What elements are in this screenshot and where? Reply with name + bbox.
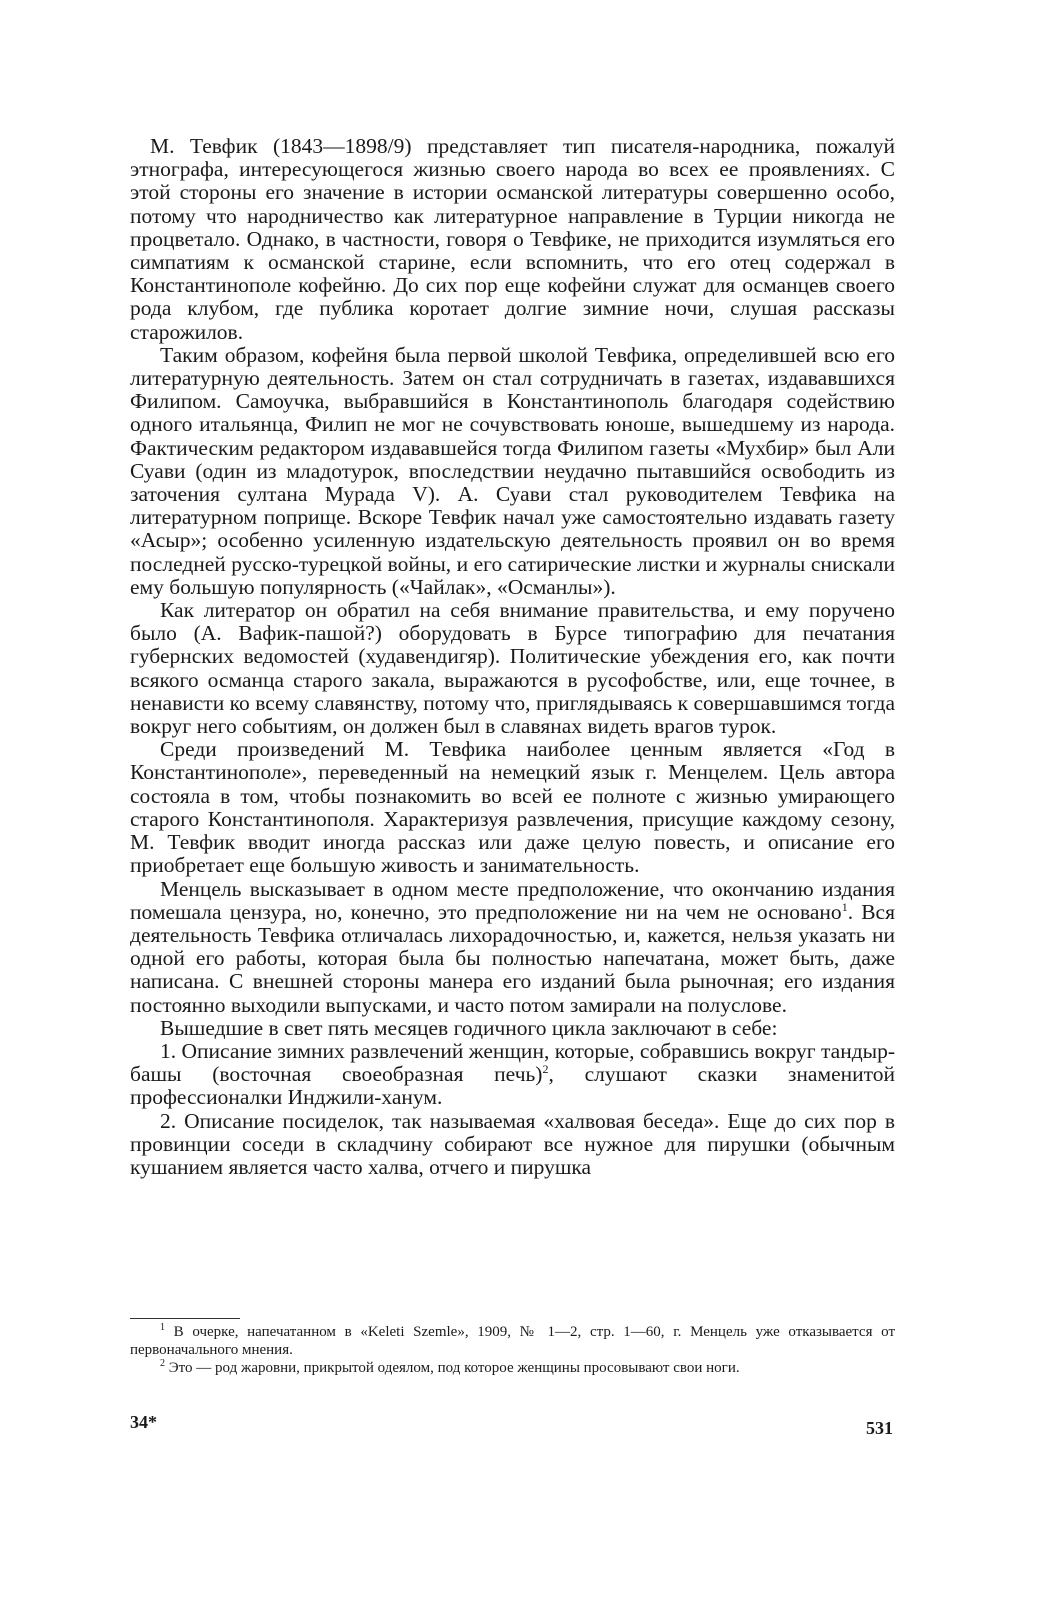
footnote-1 (130, 1323, 895, 1359)
footnote-2-mark: 2 (160, 1358, 165, 1369)
footnote-1-text: В очерке, напечатанном в «Keleti Szemle», 1909, № 1—2, стр. 1—60, г. Менцель уже отказывается от первоначального мнения. (130, 1324, 895, 1358)
footnote-divider (130, 1318, 240, 1319)
paragraph-1: М. Тевфик (1843—1898/9) представляет тип писателя-народника, пожалуй этнографа, интересующегося жизнью своего народа во всех ее проявлениях. С этой стороны его значение в истории османской литературы совершенно особо, потому что народничество как литературное направление в Турции никогда не процветало. Однако, в частности, говоря о Тевфике, не приходится изумляться его симпатиям к османской старине, если вспомнить, что его отец содержал в Константинополе кофейню. До сих пор еще кофейни служат для османцев своего рода клубом, где публика коротает долгие зимние ночи, слушая рассказы старожилов. (130, 134, 895, 344)
main-text (130, 135, 895, 1179)
list-item-1 (130, 1040, 895, 1110)
footnote-ref-1: 1 (841, 899, 848, 914)
paragraph-5-text-a: Менцель высказывает в одном месте предположение, что окончанию издания помешала цензура, но, конечно, это предположение ни на чем не основано (130, 876, 895, 924)
paragraph-5 (130, 878, 895, 1017)
footnote-2 (130, 1359, 895, 1377)
signature-mark: 34* (130, 1412, 157, 1432)
paragraph-5-text-b: . Вся деятельность Тевфика отличалась лихорадочностью, и, кажется, нельзя указать ни одной его работы, которая была бы полностью напечатана, может быть, даже написана. С внешней стороны манера его изданий была рыночная; его издания постоянно выходили выпусками, и часто потом замирали на полуслове. (130, 899, 895, 1017)
list-item-2: 2. Описание посиделок, так называемая «халвовая беседа». Еще до сих пор в провинции соседи в складчину собирают все нужное для пирушки (обычным кушанием является часто халва, отчего и пирушка (130, 1108, 895, 1179)
footnote-ref-2: 2 (542, 1061, 549, 1076)
paragraph-3: Как литератор он обратил на себя внимание правительства, и ему поручено было (А. Вафик-пашой?) оборудовать в Бурсе типографию для печатания губернских ведомостей (худавендигяр). Политические убеждения его, как почти всякого османца старого закала, выражаются в русофобстве, или, еще точнее, в ненависти ко всему славянству, потому что, приглядываясь к совершавшимся тогда вокруг него событиям, он должен был в славянах видеть врагов турок. (130, 598, 895, 739)
list-item-1-text-b: , слушают сказки знаменитой профессионалки Инджили-ханум. (130, 1062, 896, 1110)
footnotes (130, 1318, 895, 1377)
footnote-1-mark: 1 (160, 1322, 165, 1333)
paragraph-2: Таким образом, кофейня была первой школой Тевфика, определившей всю его литературную деятельность. Затем он стал сотрудничать в газетах, издававшихся Филипом. Самоучка, выбравшийся в Константинополь благодаря содействию одного итальянца, Филип не мог не сочувствовать юноше, вышедшему из народа. Фактическим редактором издававшейся тогда Филипом газеты «Мухбир» был Али Суави (один из младотурок, впоследствии неудачно пытавшийся освободить из заточения султана Мурада V). А. Суави стал руководителем Тевфика на литературном поприще. Вскоре Тевфик начал уже самостоятельно издавать газету «Асыр»; особенно усиленную издательскую деятельность проявил он во время последней русско-турецкой войны, и его сатирические листки и журналы снискали ему большую популярность («Чайлак», «Османлы»). (130, 342, 895, 599)
paragraph-4: Среди произведений М. Тевфика наиболее ценным является «Год в Константинополе», переведенный на немецкий язык г. Менцелем. Цель автора состояла в том, чтобы познакомить во всей ее полноте с жизнью умирающего старого Константинополя. Характеризуя развлечения, присущие каждому сезону, М. Тевфик вводит иногда рассказ или даже целую повесть, и описание его приобретает еще большую живость и занимательность. (130, 737, 895, 878)
footnote-2-text: Это — род жаровни, прикрытой одеялом, под которое женщины просовывают свои ноги. (168, 1360, 740, 1376)
list-item-1-text-a: 1. Описание зимних развлечений женщин, которые, собравшись вокруг тандыр-башы (восточная своеобразная печь) (130, 1038, 895, 1087)
page-number: 531 (866, 1418, 893, 1438)
paragraph-6: Вышедшие в свет пять месяцев годичного цикла заключают в себе: (160, 1015, 778, 1040)
